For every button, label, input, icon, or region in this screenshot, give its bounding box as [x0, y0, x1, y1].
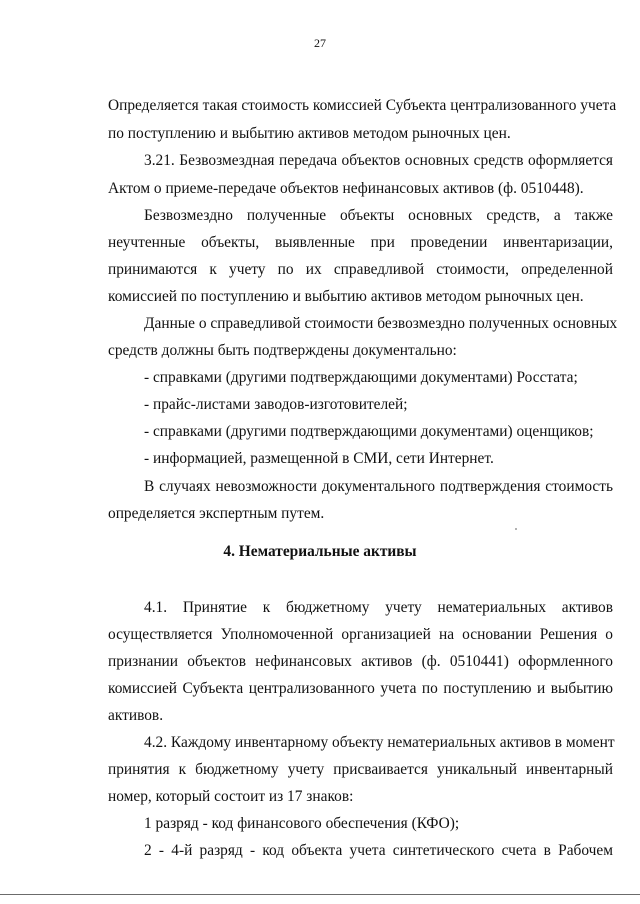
text-line: Данные о справедливой стоимости безвозмездно полученных основных: [144, 315, 618, 332]
text-line: комиссией Субъекта централизованного учета по поступлению и выбытию: [108, 680, 613, 697]
text-line: Безвозмездно полученные объекты основных средств, а также: [144, 207, 613, 224]
text-line: неучтенные объекты, выявленные при проведении инвентаризации,: [108, 234, 613, 251]
text-line: определяется экспертным путем.: [108, 505, 325, 522]
text-line: комиссией по поступлению и выбытию активов методом рыночных цен.: [108, 288, 584, 305]
list-item: - прайс-листами заводов-изготовителей;: [144, 396, 408, 413]
text-line: В случаях невозможности документального подтверждения стоимость: [144, 478, 613, 495]
text-line: номер, который состоит из 17 знаков:: [108, 788, 354, 805]
list-item: - информацией, размещенной в СМИ, сети Интернет.: [144, 450, 494, 467]
text-line: по поступлению и выбытию активов методом рыночных цен.: [108, 125, 511, 142]
list-item: 1 разряд - код финансового обеспечения (КФО);: [144, 815, 460, 832]
text-line: принятия к бюджетному учету присваивается уникальный инвентарный: [108, 761, 613, 778]
page-bottom-rule: [0, 894, 640, 895]
section-heading: 4. Нематериальные активы: [223, 543, 417, 560]
page-number: 27: [314, 36, 326, 50]
list-item: - справками (другими подтверждающими документами) Росстата;: [144, 369, 578, 386]
text-line: активов.: [108, 707, 164, 724]
text-line: Актом о приеме-передаче объектов нефинансовых активов (ф. 0510448).: [108, 180, 584, 197]
text-line: Определяется такая стоимость комиссией Субъекта централизованного учета: [108, 97, 617, 114]
text-line: 4.1. Принятие к бюджетному учету нематериальных активов: [144, 599, 613, 616]
text-line: 3.21. Безвозмездная передача объектов основных средств оформляется: [144, 152, 613, 169]
text-line: осуществляется Уполномоченной организацией на основании Решения о: [108, 626, 613, 643]
text-line: принимаются к учету по их справедливой стоимости, определенной: [108, 261, 613, 278]
text-line: средств должны быть подтверждены документально:: [108, 342, 457, 359]
text-line: признании объектов нефинансовых активов (ф. 0510441) оформленного: [108, 653, 613, 670]
list-item: - справками (другими подтверждающими документами) оценщиков;: [144, 423, 594, 440]
scan-speck: [515, 528, 517, 530]
text-line: 4.2. Каждому инвентарному объекту нематериальных активов в момент: [144, 734, 615, 751]
text-line: 2 - 4-й разряд - код объекта учета синтетического счета в Рабочем: [144, 842, 613, 859]
